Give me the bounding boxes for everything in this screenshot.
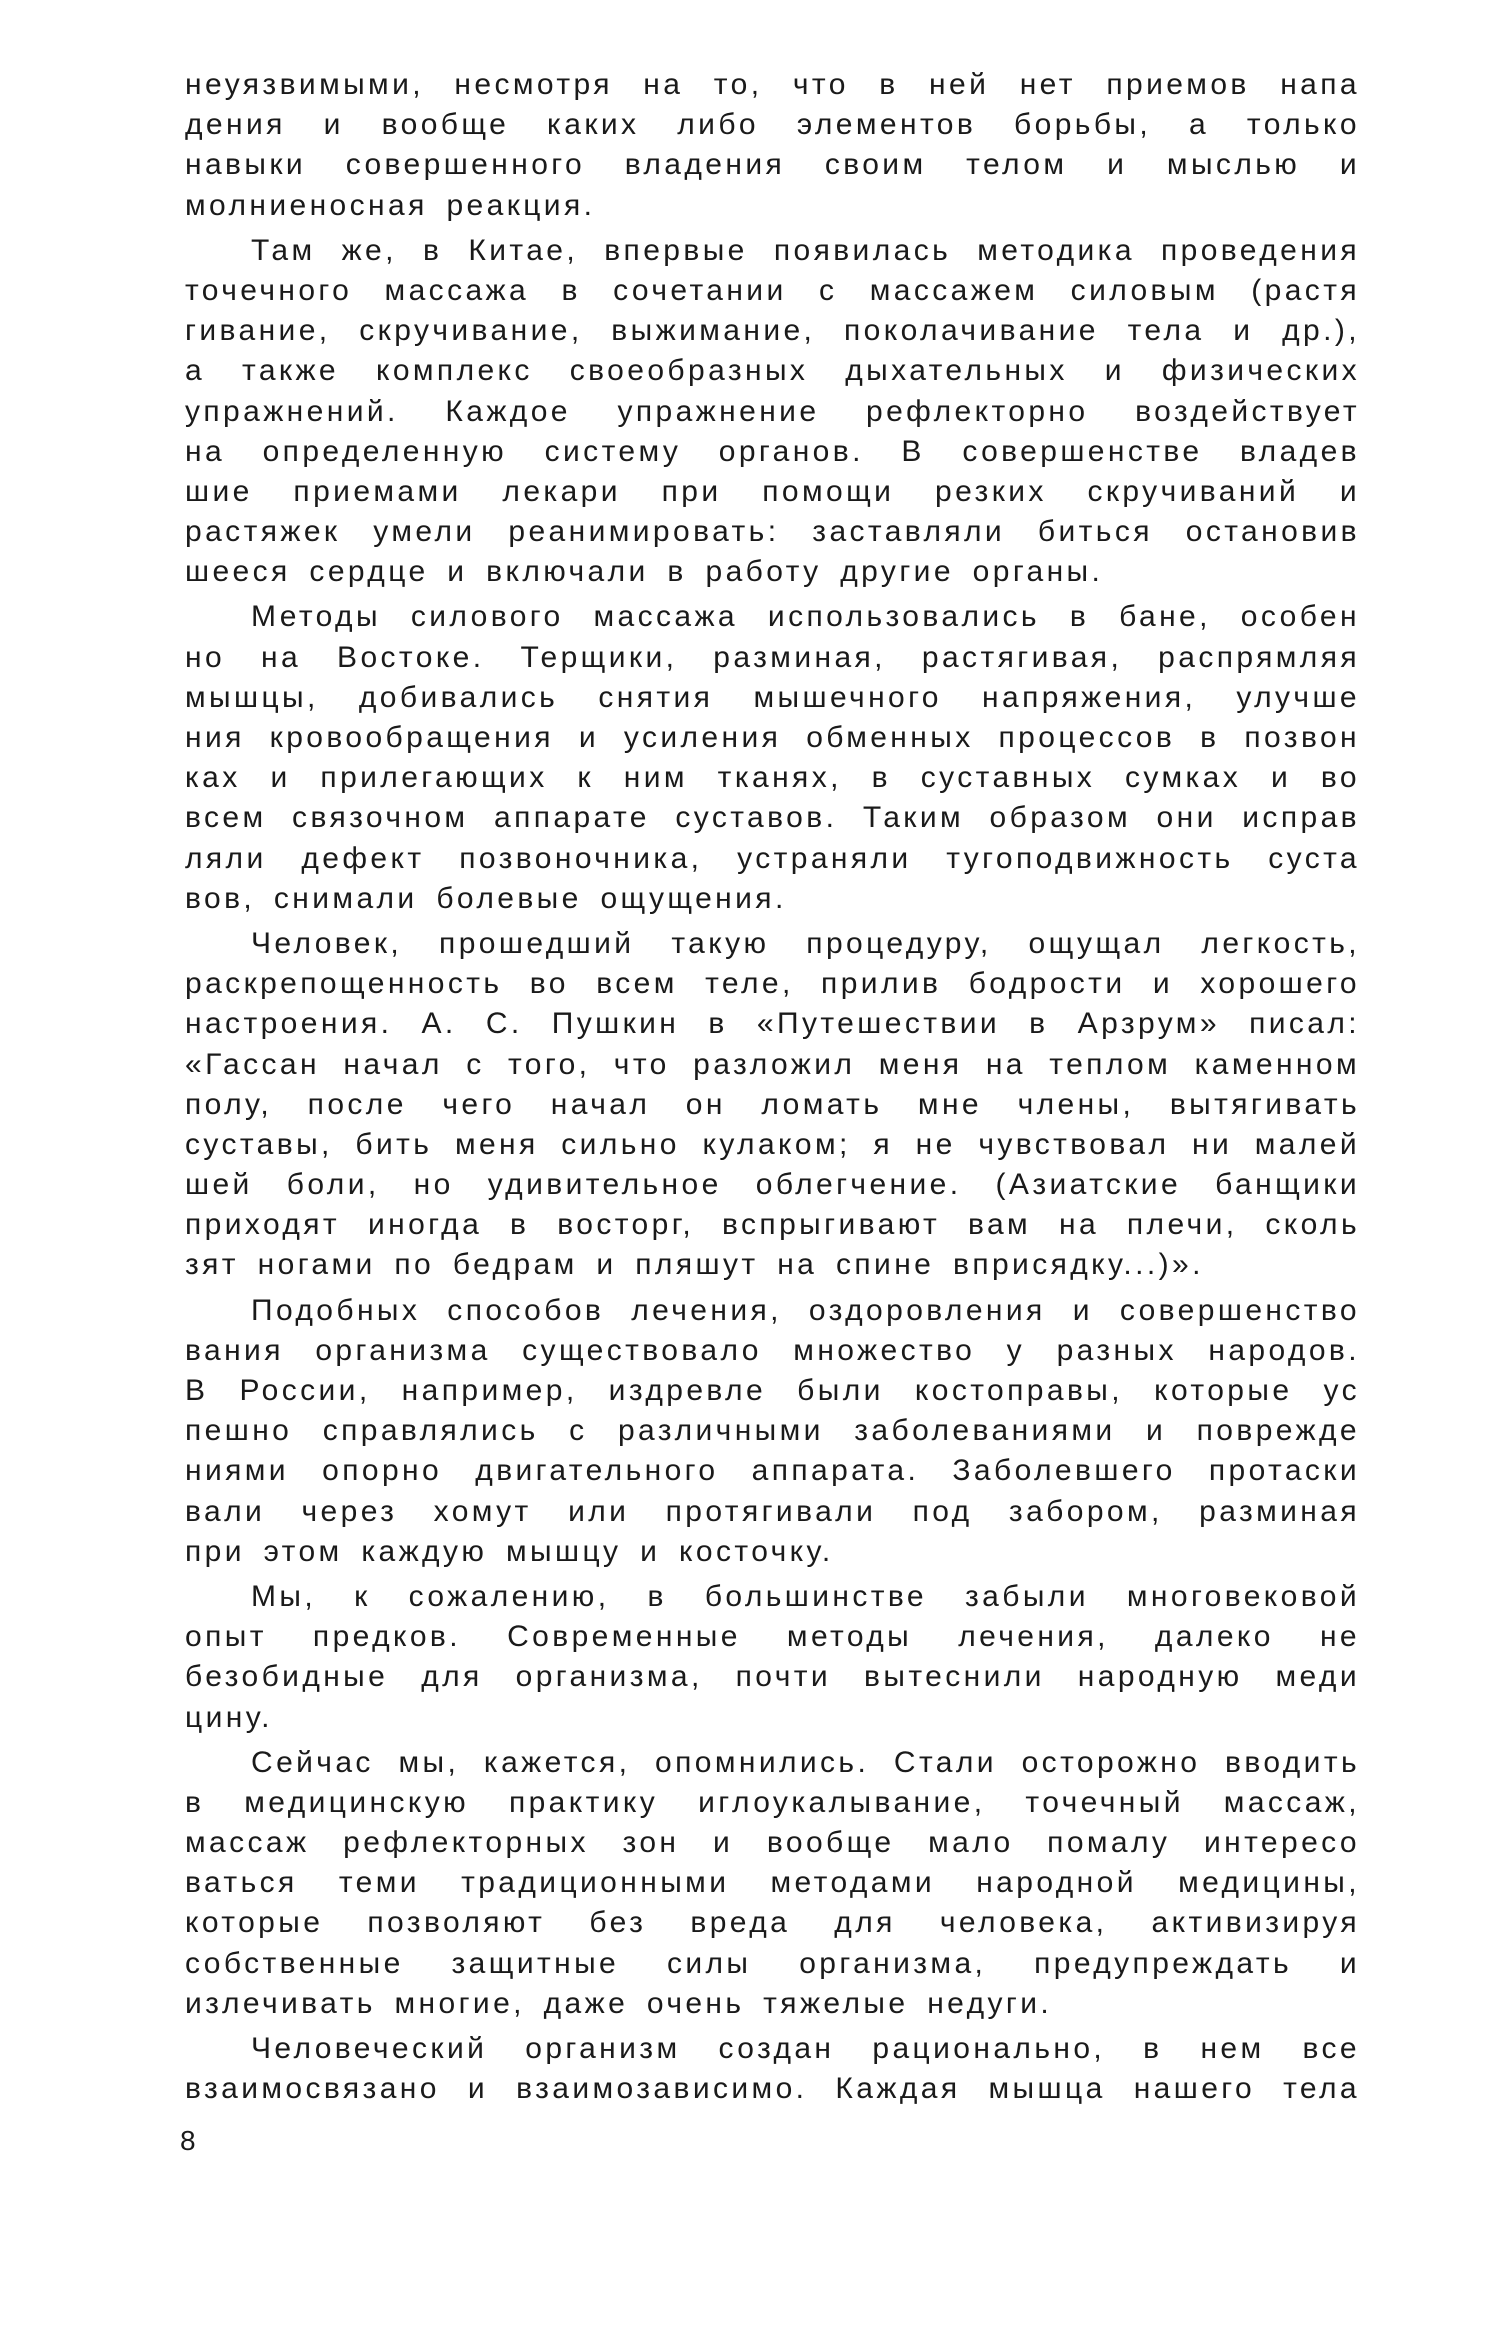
text-line: которые позволяют без вреда для человека, активизируя [185,1906,1360,1940]
text-line: Там же, в Китае, впервые появилась методика проведения [251,233,1360,267]
paragraph [185,597,1360,919]
text-line: Сейчас мы, кажется, опомнились. Стали осторожно вводить [251,1745,1360,1779]
text-line: шие приемами лекари при помощи резких скручиваний и [185,474,1360,508]
text-line: гивание, скручивание, выжимание, поколачивание тела и др.), [185,314,1360,348]
text-line: ваться теми традиционными методами народной медицины, [185,1866,1360,1900]
text-line: мышцы, добивались снятия мышечного напряжения, улучше [185,680,1360,714]
text-line: но на Востоке. Терщики, разминая, растягивая, распрямляя [185,640,1360,674]
text-line: В России, например, издревле были костоправы, которые ус [185,1374,1360,1407]
text-line: зят ногами по бедрам и пляшут на спине вприсядку...)». [185,1248,1204,1282]
text-line: навыки совершенного владения своим телом и мыслью и [185,148,1360,182]
text-line: полу, после чего начал он ломать мне члены, вытягивать [185,1087,1360,1121]
text-line: всем связочном аппарате суставов. Таким образом они исправ [185,801,1360,835]
text-line: опыт предков. Современные методы лечения, далеко не [185,1620,1360,1654]
text-line: собственные защитные силы организма, предупреждать и [185,1946,1360,1980]
paragraph [185,1743,1360,2024]
text-line: массаж рефлекторных зон и вообще мало помалу интересо [185,1826,1360,1860]
paragraph [185,1291,1360,1572]
text-line: раскрепощенность во всем теле, прилив бодрости и хорошего [185,967,1360,1001]
text-line: упражнений. Каждое упражнение рефлекторно воздействует [185,394,1360,428]
text-line: на определенную систему органов. В совершенстве владев [185,434,1360,468]
text-line: приходят иногда в восторг, вспрыгивают вам на плечи, сколь [185,1208,1360,1242]
text-line: Человек, прошедший такую процедуру, ощущал легкость, [251,926,1360,960]
text-line: пешно справлялись с различными заболеваниями и поврежде [185,1414,1360,1448]
text-line: Подобных способов лечения, оздоровления и совершенство [251,1293,1360,1327]
text-line: при этом каждую мышцу и косточку. [185,1534,834,1568]
text-line: а также комплекс своеобразных дыхательных и физических [185,354,1360,388]
text-line: безобидные для организма, почти вытеснили народную меди [185,1660,1360,1694]
text-line: растяжек умели реанимировать: заставляли биться остановив [185,515,1360,549]
text-line: вали через хомут или протягивали под забором, разминая [185,1494,1360,1528]
paragraph [185,65,1360,226]
text-line: ниями опорно двигательного аппарата. Заболевшего протаски [185,1454,1360,1488]
text-line: «Гассан начал с того, что разложил меня на теплом каменном [185,1047,1360,1081]
text-line: взаимосвязано и взаимозависимо. Каждая мышца нашего тела [185,2072,1360,2106]
text-line: Человеческий организм создан рационально, в нем все [251,2032,1360,2065]
text-line: цину. [185,1700,273,1734]
text-line: дения и вообще каких либо элементов борьбы, а только [185,108,1360,142]
text-line: ния кровообращения и усиления обменных процессов в позвон [185,721,1360,754]
text-line: ляли дефект позвоночника, устраняли тугоподвижность суста [185,841,1360,875]
page-text [185,65,1360,2109]
paragraph [185,924,1360,1286]
text-line: ках и прилегающих к ним тканях, в суставных сумках и во [185,761,1360,795]
text-line: шей боли, но удивительное облегчение. (Азиатские банщики [185,1168,1360,1202]
paragraph [185,1577,1360,1738]
paragraph [185,2029,1360,2109]
page-number: 8 [180,2125,196,2156]
text-line: неуязвимыми, несмотря на то, что в ней нет приемов напа [185,68,1360,101]
text-line: Методы силового массажа использовались в бане, особен [251,600,1360,634]
text-line: настроения. А. С. Пушкин в «Путешествии в Арзрум» писал: [185,1007,1360,1041]
text-line: в медицинскую практику иглоукалывание, точечный массаж, [185,1785,1360,1819]
paragraph [185,231,1360,593]
text-line: Мы, к сожалению, в большинстве забыли многовековой [251,1579,1360,1613]
text-line: вов, снимали болевые ощущения. [185,881,787,915]
text-line: точечного массажа в сочетании с массажем силовым (растя [185,273,1360,307]
text-line: молниеносная реакция. [185,188,596,222]
text-line: излечивать многие, даже очень тяжелые недуги. [185,1986,1053,2020]
text-line: вания организма существовало множество у разных народов. [185,1333,1360,1367]
text-line: суставы, бить меня сильно кулаком; я не чувствовал ни малей [185,1127,1360,1161]
text-line: шееся сердце и включали в работу другие органы. [185,555,1104,589]
